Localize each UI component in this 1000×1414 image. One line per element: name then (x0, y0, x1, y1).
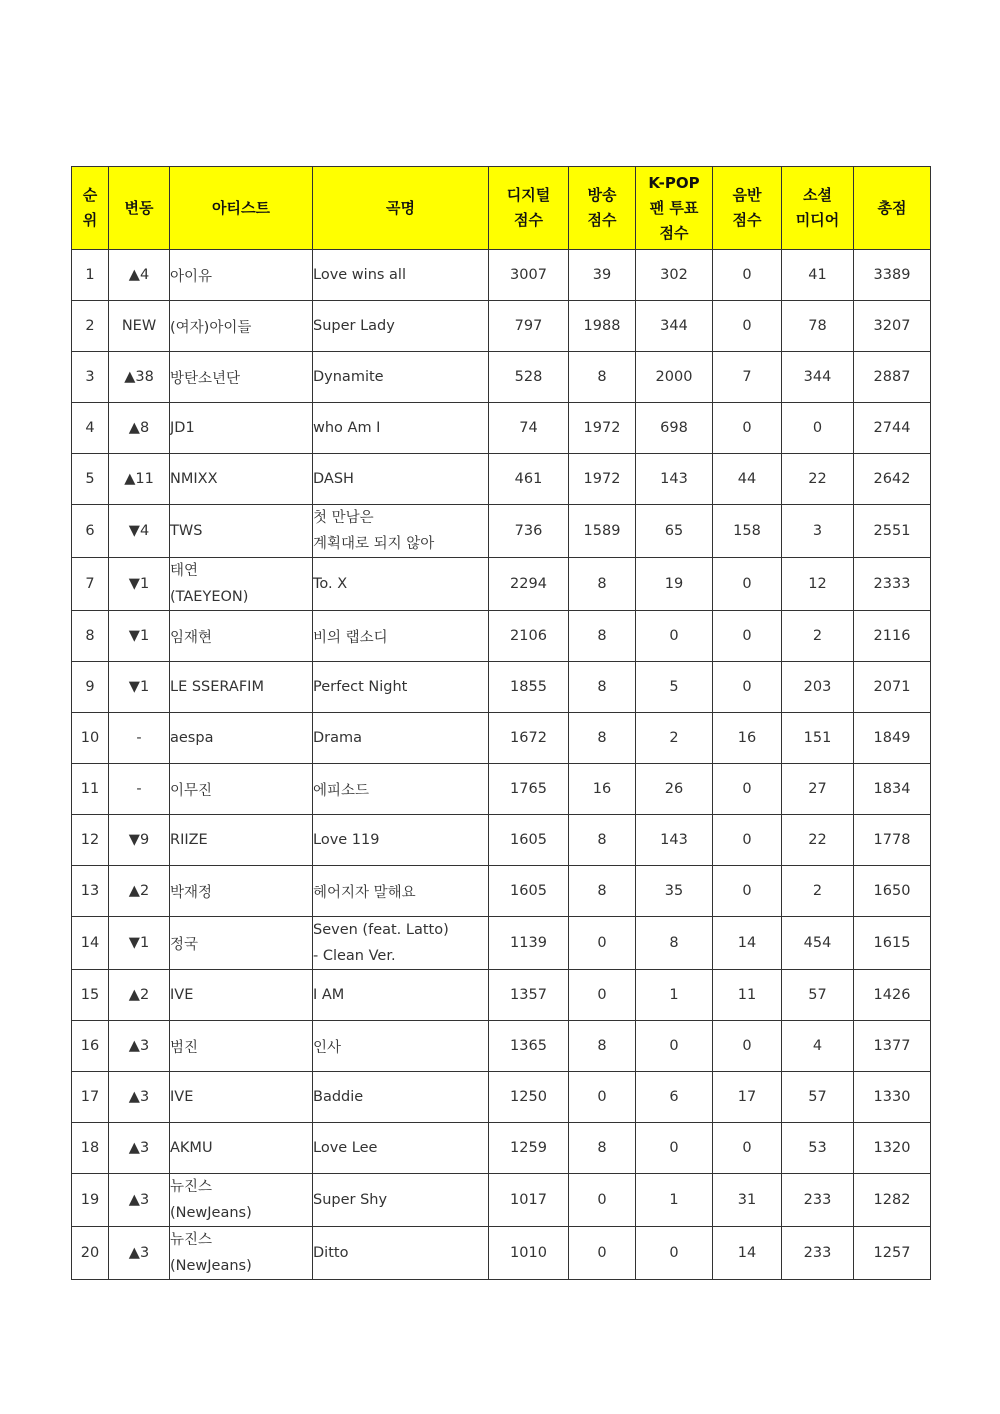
header-digital (489, 167, 569, 250)
social-media-score-cell: 22 (782, 815, 854, 866)
album-score-cell: 7 (713, 352, 782, 403)
social-media-score-cell: 53 (782, 1123, 854, 1174)
change-cell: ▲2 (109, 970, 170, 1021)
total-score-cell: 1330 (854, 1072, 931, 1123)
change-cell: ▲3 (109, 1174, 170, 1227)
fanvote-score-cell: 8 (636, 917, 713, 970)
broadcast-score-cell: 0 (569, 1174, 636, 1227)
artist-cell-line: (NewJeans) (170, 1205, 252, 1221)
total-score-cell: 2333 (854, 558, 931, 611)
ranking-table (71, 166, 931, 1280)
header-total: 총점 (854, 167, 931, 250)
album-score-cell: 0 (713, 1123, 782, 1174)
table-row (72, 1227, 931, 1280)
total-score-cell: 1426 (854, 970, 931, 1021)
song-cell (313, 917, 489, 970)
change-cell: ▲3 (109, 1021, 170, 1072)
total-score-cell: 1778 (854, 815, 931, 866)
change-cell: NEW (109, 301, 170, 352)
artist-cell (170, 611, 313, 662)
song-cell (313, 505, 489, 558)
change-cell: ▲3 (109, 1227, 170, 1280)
header-digital-line-2: 점수 (514, 211, 543, 229)
header-rank-line-2: 위 (82, 211, 98, 229)
song-cell-line: 헤어지자 말해요 (313, 884, 416, 901)
album-score-cell: 0 (713, 301, 782, 352)
album-score-cell: 0 (713, 403, 782, 454)
album-score-cell: 44 (713, 454, 782, 505)
table-row (72, 352, 931, 403)
digital-score-cell: 3007 (489, 250, 569, 301)
social-media-score-cell: 41 (782, 250, 854, 301)
header-social-line-2: 미디어 (795, 211, 840, 229)
total-score-cell: 2551 (854, 505, 931, 558)
album-score-cell: 16 (713, 713, 782, 764)
album-score-cell: 158 (713, 505, 782, 558)
total-score-cell: 1650 (854, 866, 931, 917)
song-cell-line: To. X (313, 576, 348, 592)
header-artist: 아티스트 (170, 167, 313, 250)
song-cell (313, 1021, 489, 1072)
fanvote-score-cell: 2000 (636, 352, 713, 403)
broadcast-score-cell: 8 (569, 815, 636, 866)
broadcast-score-cell: 39 (569, 250, 636, 301)
rank-cell: 1 (72, 250, 109, 301)
fanvote-score-cell: 0 (636, 1227, 713, 1280)
fanvote-score-cell: 302 (636, 250, 713, 301)
artist-cell (170, 1174, 313, 1227)
fanvote-score-cell: 26 (636, 764, 713, 815)
artist-cell (170, 1072, 313, 1123)
artist-cell-line: LE SSERAFIM (170, 679, 264, 695)
song-cell-line: Perfect Night (313, 679, 408, 695)
change-cell: ▼1 (109, 611, 170, 662)
rank-cell: 18 (72, 1123, 109, 1174)
table-row (72, 403, 931, 454)
social-media-score-cell: 233 (782, 1174, 854, 1227)
change-cell: ▲11 (109, 454, 170, 505)
song-cell-line: 계획대로 되지 않아 (313, 536, 435, 552)
digital-score-cell: 1672 (489, 713, 569, 764)
song-cell-line: - Clean Ver. (313, 948, 396, 964)
artist-cell-line: TWS (170, 523, 203, 539)
artist-cell (170, 970, 313, 1021)
table-row (72, 1072, 931, 1123)
rank-cell: 14 (72, 917, 109, 970)
artist-cell (170, 403, 313, 454)
table-row (72, 713, 931, 764)
header-broadcast-line-2: 점수 (587, 211, 617, 229)
album-score-cell: 11 (713, 970, 782, 1021)
social-media-score-cell: 454 (782, 917, 854, 970)
song-cell-line: I AM (313, 987, 345, 1003)
header-song: 곡명 (313, 167, 489, 250)
song-cell (313, 1174, 489, 1227)
header-fanvote-line-3: 점수 (659, 223, 689, 242)
broadcast-score-cell: 0 (569, 970, 636, 1021)
table-row (72, 1123, 931, 1174)
broadcast-score-cell: 8 (569, 611, 636, 662)
digital-score-cell: 74 (489, 403, 569, 454)
artist-cell (170, 764, 313, 815)
artist-cell-line: 아이유 (170, 268, 213, 285)
change-cell: - (109, 713, 170, 764)
rank-cell: 19 (72, 1174, 109, 1227)
artist-cell-line: 박재정 (170, 884, 213, 901)
social-media-score-cell: 233 (782, 1227, 854, 1280)
table-row (72, 970, 931, 1021)
artist-cell-line: (여자)아이들 (170, 319, 252, 336)
social-media-score-cell: 3 (782, 505, 854, 558)
social-media-score-cell: 78 (782, 301, 854, 352)
social-media-score-cell: 2 (782, 866, 854, 917)
rank-cell: 20 (72, 1227, 109, 1280)
rank-cell: 13 (72, 866, 109, 917)
album-score-cell: 0 (713, 250, 782, 301)
song-cell-line: Super Shy (313, 1192, 388, 1208)
header-change: 변동 (109, 167, 170, 250)
fanvote-score-cell: 35 (636, 866, 713, 917)
song-cell (313, 1123, 489, 1174)
table-row (72, 558, 931, 611)
song-cell (313, 713, 489, 764)
song-cell-line: Love 119 (313, 832, 380, 848)
artist-cell (170, 662, 313, 713)
song-cell-line: 비의 랩소디 (313, 629, 388, 646)
song-cell (313, 558, 489, 611)
social-media-score-cell: 27 (782, 764, 854, 815)
social-media-score-cell: 12 (782, 558, 854, 611)
broadcast-score-cell: 8 (569, 1021, 636, 1072)
digital-score-cell: 1259 (489, 1123, 569, 1174)
broadcast-score-cell: 8 (569, 558, 636, 611)
social-media-score-cell: 4 (782, 1021, 854, 1072)
header-rank-line-1: 순 (82, 186, 98, 204)
artist-cell-line: 정국 (170, 936, 199, 953)
table-row (72, 1174, 931, 1227)
artist-cell-line: aespa (170, 730, 214, 746)
digital-score-cell: 1010 (489, 1227, 569, 1280)
fanvote-score-cell: 344 (636, 301, 713, 352)
fanvote-score-cell: 0 (636, 611, 713, 662)
digital-score-cell: 1139 (489, 917, 569, 970)
total-score-cell: 1377 (854, 1021, 931, 1072)
change-cell: ▲3 (109, 1123, 170, 1174)
digital-score-cell: 797 (489, 301, 569, 352)
artist-cell (170, 454, 313, 505)
rank-cell: 10 (72, 713, 109, 764)
song-cell-line: Love wins all (313, 267, 406, 283)
fanvote-score-cell: 143 (636, 815, 713, 866)
rank-cell: 4 (72, 403, 109, 454)
table-row (72, 866, 931, 917)
total-score-cell: 2116 (854, 611, 931, 662)
album-score-cell: 0 (713, 866, 782, 917)
broadcast-score-cell: 16 (569, 764, 636, 815)
fanvote-score-cell: 698 (636, 403, 713, 454)
social-media-score-cell: 57 (782, 1072, 854, 1123)
table-row (72, 815, 931, 866)
artist-cell-line: 이무진 (170, 782, 213, 799)
fanvote-score-cell: 6 (636, 1072, 713, 1123)
album-score-cell: 0 (713, 611, 782, 662)
album-score-cell: 0 (713, 558, 782, 611)
fanvote-score-cell: 0 (636, 1123, 713, 1174)
rank-cell: 15 (72, 970, 109, 1021)
header-album-line-2: 점수 (732, 211, 762, 229)
song-cell-line: Dynamite (313, 369, 384, 385)
change-cell: ▼1 (109, 558, 170, 611)
song-cell-line: DASH (313, 471, 354, 487)
table-row (72, 764, 931, 815)
total-score-cell: 2887 (854, 352, 931, 403)
song-cell-line: Ditto (313, 1245, 349, 1261)
total-score-cell: 1257 (854, 1227, 931, 1280)
social-media-score-cell: 2 (782, 611, 854, 662)
song-cell (313, 611, 489, 662)
song-cell-line: Seven (feat. Latto) (313, 922, 449, 938)
table-row (72, 917, 931, 970)
social-media-score-cell: 57 (782, 970, 854, 1021)
social-media-score-cell: 22 (782, 454, 854, 505)
artist-cell (170, 917, 313, 970)
album-score-cell: 31 (713, 1174, 782, 1227)
album-score-cell: 0 (713, 662, 782, 713)
fanvote-score-cell: 1 (636, 970, 713, 1021)
social-media-score-cell: 0 (782, 403, 854, 454)
broadcast-score-cell: 8 (569, 1123, 636, 1174)
song-cell-line: 인사 (313, 1039, 342, 1056)
broadcast-score-cell: 8 (569, 662, 636, 713)
change-cell: ▼9 (109, 815, 170, 866)
song-cell (313, 866, 489, 917)
rank-cell: 8 (72, 611, 109, 662)
artist-cell (170, 301, 313, 352)
song-cell-line: Baddie (313, 1089, 364, 1105)
artist-cell-line: IVE (170, 987, 194, 1003)
total-score-cell: 3207 (854, 301, 931, 352)
artist-cell (170, 352, 313, 403)
artist-cell-line: 임재현 (170, 629, 213, 646)
artist-cell-line: NMIXX (170, 471, 218, 487)
artist-cell-line: (NewJeans) (170, 1258, 252, 1274)
rank-cell: 11 (72, 764, 109, 815)
fanvote-score-cell: 19 (636, 558, 713, 611)
artist-cell (170, 1123, 313, 1174)
song-cell (313, 250, 489, 301)
artist-cell-line: 범진 (170, 1039, 199, 1056)
song-cell-line: Love Lee (313, 1140, 378, 1156)
artist-cell-line: IVE (170, 1089, 194, 1105)
broadcast-score-cell: 1988 (569, 301, 636, 352)
album-score-cell: 14 (713, 917, 782, 970)
artist-cell (170, 1227, 313, 1280)
change-cell: ▼1 (109, 662, 170, 713)
broadcast-score-cell: 0 (569, 1227, 636, 1280)
table-row (72, 301, 931, 352)
artist-cell (170, 866, 313, 917)
table-header (72, 167, 931, 250)
rank-cell: 12 (72, 815, 109, 866)
digital-score-cell: 1250 (489, 1072, 569, 1123)
total-score-cell: 3389 (854, 250, 931, 301)
social-media-score-cell: 151 (782, 713, 854, 764)
artist-cell (170, 505, 313, 558)
total-score-cell: 1834 (854, 764, 931, 815)
song-cell (313, 1227, 489, 1280)
rank-cell: 3 (72, 352, 109, 403)
artist-cell-line: 태연 (170, 563, 199, 579)
song-cell (313, 352, 489, 403)
song-cell (313, 970, 489, 1021)
social-media-score-cell: 344 (782, 352, 854, 403)
song-cell-line: Drama (313, 730, 363, 746)
digital-score-cell: 1855 (489, 662, 569, 713)
table-row (72, 505, 931, 558)
artist-cell-line: 뉴진스 (170, 1179, 213, 1195)
fanvote-score-cell: 143 (636, 454, 713, 505)
broadcast-score-cell: 1589 (569, 505, 636, 558)
song-cell-line: who Am I (313, 420, 381, 436)
song-cell-line: 에피소드 (313, 782, 370, 799)
table-row (72, 250, 931, 301)
fanvote-score-cell: 2 (636, 713, 713, 764)
rank-cell: 2 (72, 301, 109, 352)
change-cell: ▼1 (109, 917, 170, 970)
digital-score-cell: 1365 (489, 1021, 569, 1072)
total-score-cell: 2642 (854, 454, 931, 505)
fanvote-score-cell: 1 (636, 1174, 713, 1227)
header-fanvote-line-1: K-POP (648, 173, 700, 192)
header-social-line-1: 소셜 (803, 186, 832, 204)
digital-score-cell: 1605 (489, 815, 569, 866)
digital-score-cell: 1765 (489, 764, 569, 815)
artist-cell-line: AKMU (170, 1140, 213, 1156)
song-cell (313, 301, 489, 352)
total-score-cell: 1282 (854, 1174, 931, 1227)
artist-cell-line: 방탄소년단 (170, 370, 241, 387)
header-row (72, 167, 931, 250)
header-digital-line-1: 디지털 (506, 186, 551, 204)
digital-score-cell: 1605 (489, 866, 569, 917)
header-fanvote-line-2: 팬 투표 (649, 198, 699, 217)
digital-score-cell: 2106 (489, 611, 569, 662)
change-cell: ▲3 (109, 1072, 170, 1123)
artist-cell (170, 815, 313, 866)
artist-cell-line: (TAEYEON) (170, 589, 249, 605)
change-cell: ▲38 (109, 352, 170, 403)
artist-cell-line: 뉴진스 (170, 1232, 213, 1248)
song-cell (313, 662, 489, 713)
rank-cell: 5 (72, 454, 109, 505)
change-cell: ▲4 (109, 250, 170, 301)
digital-score-cell: 1017 (489, 1174, 569, 1227)
social-media-score-cell: 203 (782, 662, 854, 713)
album-score-cell: 0 (713, 764, 782, 815)
header-broadcast (569, 167, 636, 250)
change-cell: - (109, 764, 170, 815)
artist-cell-line: RIIZE (170, 832, 208, 848)
song-cell-line: 첫 만남은 (313, 510, 374, 526)
broadcast-score-cell: 8 (569, 866, 636, 917)
table-body (72, 250, 931, 1280)
rank-cell: 6 (72, 505, 109, 558)
song-cell (313, 1072, 489, 1123)
total-score-cell: 2071 (854, 662, 931, 713)
header-social (782, 167, 854, 250)
album-score-cell: 0 (713, 1021, 782, 1072)
song-cell (313, 454, 489, 505)
fanvote-score-cell: 5 (636, 662, 713, 713)
artist-cell (170, 250, 313, 301)
album-score-cell: 17 (713, 1072, 782, 1123)
broadcast-score-cell: 1972 (569, 403, 636, 454)
total-score-cell: 1320 (854, 1123, 931, 1174)
song-cell (313, 764, 489, 815)
artist-cell (170, 558, 313, 611)
song-cell (313, 403, 489, 454)
broadcast-score-cell: 1972 (569, 454, 636, 505)
artist-cell (170, 713, 313, 764)
album-score-cell: 14 (713, 1227, 782, 1280)
rank-cell: 7 (72, 558, 109, 611)
album-score-cell: 0 (713, 815, 782, 866)
table-row (72, 1021, 931, 1072)
digital-score-cell: 736 (489, 505, 569, 558)
header-album-line-1: 음반 (732, 186, 762, 204)
broadcast-score-cell: 0 (569, 1072, 636, 1123)
artist-cell-line: JD1 (170, 420, 195, 436)
total-score-cell: 2744 (854, 403, 931, 454)
rank-cell: 9 (72, 662, 109, 713)
song-cell (313, 815, 489, 866)
total-score-cell: 1849 (854, 713, 931, 764)
table-row (72, 611, 931, 662)
song-cell-line: Super Lady (313, 318, 395, 334)
rank-cell: 17 (72, 1072, 109, 1123)
header-fanvote (636, 167, 713, 250)
table-row (72, 662, 931, 713)
table-row (72, 454, 931, 505)
change-cell: ▲8 (109, 403, 170, 454)
artist-cell (170, 1021, 313, 1072)
broadcast-score-cell: 8 (569, 713, 636, 764)
broadcast-score-cell: 0 (569, 917, 636, 970)
digital-score-cell: 528 (489, 352, 569, 403)
fanvote-score-cell: 0 (636, 1021, 713, 1072)
header-broadcast-line-1: 방송 (587, 186, 617, 204)
header-rank (72, 167, 109, 250)
digital-score-cell: 1357 (489, 970, 569, 1021)
digital-score-cell: 461 (489, 454, 569, 505)
total-score-cell: 1615 (854, 917, 931, 970)
rank-cell: 16 (72, 1021, 109, 1072)
broadcast-score-cell: 8 (569, 352, 636, 403)
fanvote-score-cell: 65 (636, 505, 713, 558)
change-cell: ▲2 (109, 866, 170, 917)
digital-score-cell: 2294 (489, 558, 569, 611)
header-album (713, 167, 782, 250)
change-cell: ▼4 (109, 505, 170, 558)
